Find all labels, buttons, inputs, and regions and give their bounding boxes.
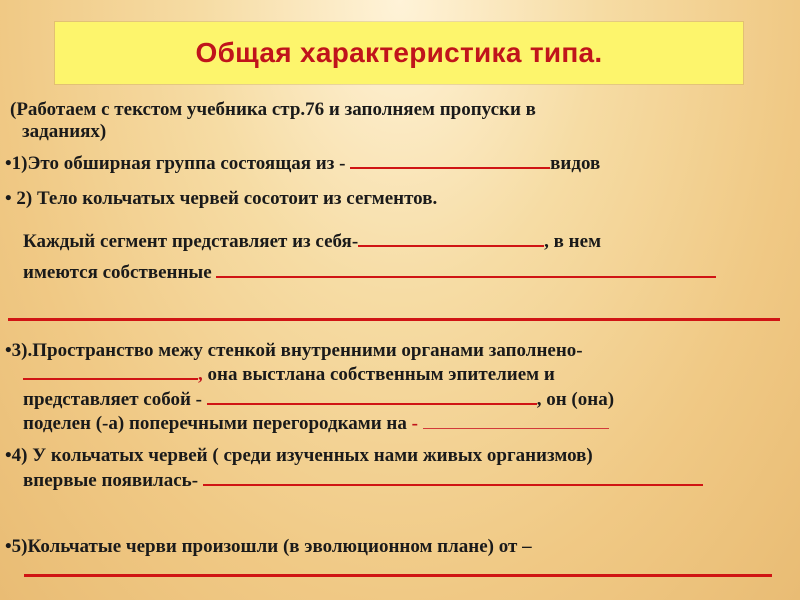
bullet: • <box>5 153 12 174</box>
item-2b-line-2 <box>23 262 716 284</box>
blank-field[interactable] <box>423 414 609 429</box>
blank-field[interactable] <box>23 364 198 380</box>
item-3-comma: , <box>198 364 203 385</box>
item-2b-text: Каждый сегмент представляет из себя- <box>23 231 359 252</box>
item-4-line-1 <box>5 445 593 467</box>
item-3-text-2: она выстлана собственным эпителием и <box>202 364 555 385</box>
item-5-line-1 <box>5 536 532 558</box>
title-banner <box>55 22 743 84</box>
item-3-line-2 <box>23 364 555 386</box>
item-1 <box>5 153 600 175</box>
item-3-suffix: , он (она) <box>536 389 615 410</box>
item-1-suffix: видов <box>550 153 601 174</box>
bullet: • <box>5 188 12 209</box>
item-4-line-2 <box>23 470 703 492</box>
blank-field-full[interactable] <box>24 574 772 577</box>
item-3-text: 3).Пространство межу стенкой внутренними органами заполнено- <box>11 340 583 361</box>
page-title: Общая характеристика типа. <box>195 37 603 68</box>
blank-field[interactable] <box>203 470 703 486</box>
intro-line-1: (Работаем с текстом учебника стр.76 и заполняем пропуски в <box>10 99 536 120</box>
blank-field-full[interactable] <box>8 318 780 321</box>
item-2b-suffix: , в нем <box>544 231 602 252</box>
item-3-line-3 <box>23 389 614 411</box>
bullet: • <box>5 445 12 466</box>
item-2b-text-2: имеются собственные <box>23 262 217 283</box>
blank-field[interactable] <box>216 262 716 278</box>
item-3-text-3: представляет собой - <box>23 389 207 410</box>
item-2 <box>5 188 437 210</box>
item-3-line-1 <box>5 340 583 362</box>
item-1-text: 1)Это обширная группа состоящая из - <box>11 153 351 174</box>
item-4-text: 4) У кольчатых червей ( среди изученных нами живых организмов) <box>11 445 593 466</box>
item-2-text: 2) Тело кольчатых червей сосотоит из сегментов. <box>11 188 438 209</box>
intro-line-2: заданиях) <box>22 121 107 142</box>
blank-field[interactable] <box>350 153 550 169</box>
item-3-text-4: поделен (-а) поперечными перегородками на <box>23 413 412 434</box>
bullet: • <box>5 536 12 557</box>
blank-field[interactable] <box>207 389 537 405</box>
item-4-text-2: впервые появилась- <box>23 470 203 491</box>
item-5-text: 5)Кольчатые черви произошли (в эволюционном плане) от – <box>11 536 532 557</box>
bullet: • <box>5 340 12 361</box>
item-2b-line-1 <box>23 231 601 253</box>
blank-field[interactable] <box>358 231 544 247</box>
item-3-line-4 <box>23 413 609 435</box>
item-3-dash: - <box>411 413 423 434</box>
